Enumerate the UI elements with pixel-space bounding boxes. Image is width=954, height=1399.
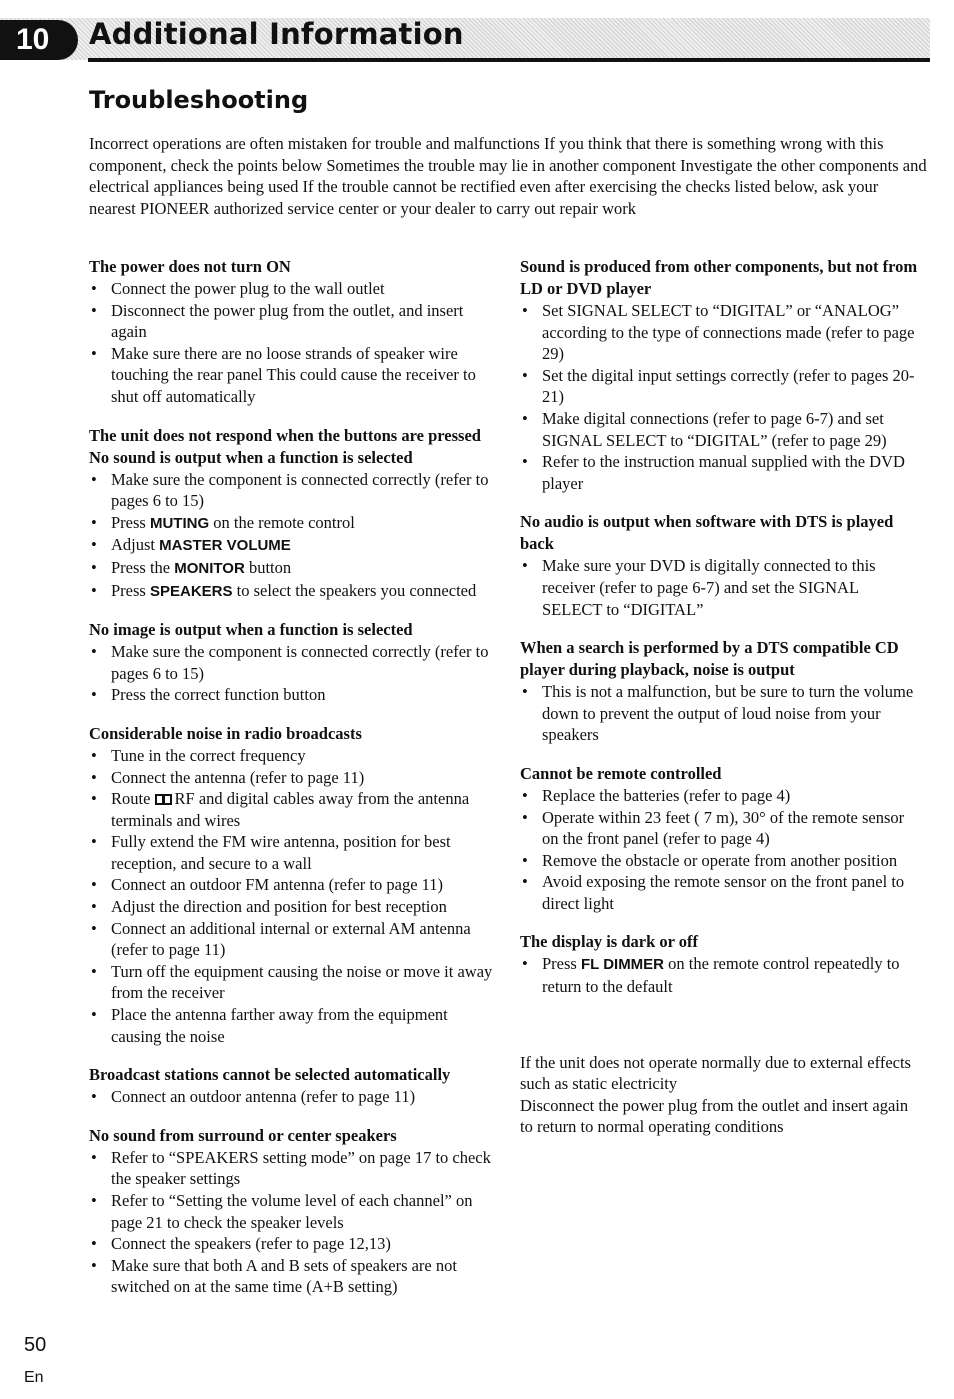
list-item: • Turn off the equipment causing the noise or move it away from the receiver bbox=[89, 961, 499, 1004]
radio-list bbox=[89, 745, 499, 1047]
image-list bbox=[89, 641, 499, 706]
dts-search-section bbox=[520, 637, 920, 746]
ld-heading: Sound is produced from other components, but not from LD or DVD player bbox=[520, 257, 918, 298]
speakers-key: SPEAKERS bbox=[149, 582, 233, 600]
fl-dimmer-key: FL DIMMER bbox=[580, 956, 665, 974]
image-section bbox=[89, 619, 499, 706]
dts-audio-section bbox=[520, 511, 920, 620]
power-heading: The power does not turn ON bbox=[89, 257, 291, 276]
power-section bbox=[89, 256, 499, 408]
list-item: • Press the correct function button bbox=[89, 684, 499, 706]
list-item: • Adjust the direction and position for best reception bbox=[89, 896, 499, 918]
dts-search-heading: When a search is performed by a DTS compatible CD player during playback, noise is output bbox=[520, 638, 899, 680]
surround-section bbox=[89, 1125, 499, 1298]
list-item: • Remove the obstacle or operate from another position bbox=[520, 850, 920, 872]
remote-heading: Cannot be remote controlled bbox=[520, 763, 722, 783]
list-item: • This is not a malfunction, but be sure to turn the volume down to prevent the output of loud noise from your speakers bbox=[520, 681, 920, 746]
list-item: • Connect an outdoor FM antenna (refer to page 11) bbox=[89, 874, 499, 896]
list-item: • Fully extend the FM wire antenna, position for best reception, and secure to a wall bbox=[89, 831, 499, 874]
dts-audio-list bbox=[520, 555, 920, 620]
dts-audio-heading: No audio is output when software with DTS is played back bbox=[520, 512, 894, 554]
page-language: En bbox=[24, 1369, 44, 1386]
master-volume-key: MASTER VOLUME bbox=[159, 537, 291, 555]
list-item: • Press SPEAKERS to select the speakers you connected bbox=[89, 580, 499, 603]
note-line-2: Disconnect the power plug from the outlet and insert again to return to normal operating conditions bbox=[520, 1095, 909, 1137]
list-item: • Connect an additional internal or external AM antenna (refer to page 11) bbox=[89, 918, 499, 961]
list-item: • Make digital connections (refer to page 6-7) and set SIGNAL SELECT to “DIGITAL” (refer to page 29) bbox=[520, 408, 920, 451]
remote-list bbox=[520, 785, 920, 915]
list-item: • Press the MONITOR button bbox=[89, 557, 499, 580]
list-item: • Route RF and digital cables away from the antenna terminals and wires bbox=[89, 788, 499, 831]
surround-heading: No sound from surround or center speakers bbox=[89, 1125, 397, 1145]
list-item: • Disconnect the power plug from the outlet, and insert again bbox=[89, 300, 499, 343]
list-item: • Connect the power plug to the wall outlet bbox=[89, 278, 499, 300]
chapter-title: Additional Information bbox=[89, 17, 464, 51]
respond-section bbox=[89, 425, 499, 603]
power-list bbox=[89, 278, 499, 408]
radio-heading: Considerable noise in radio broadcasts bbox=[89, 723, 362, 743]
list-item: • Tune in the correct frequency bbox=[89, 745, 499, 767]
list-item: • Make sure the component is connected correctly (refer to pages 6 to 15) bbox=[89, 641, 499, 684]
section-title: Troubleshooting bbox=[89, 86, 309, 114]
page-number: 50 bbox=[24, 1334, 47, 1356]
intro-paragraph: Incorrect operations are often mistaken for trouble and malfunctions If you think that there is something wrong with this component, check the points below Sometimes the trouble may lie in another component Investigate the other components and electrical appliances being used If the trouble cannot be rectified even after exercising the checks listed below, ask your nearest PIONEER authorized service center or your dealer to carry out repair work bbox=[89, 134, 927, 218]
remote-section bbox=[520, 763, 920, 915]
list-item: • Refer to “Setting the volume level of each channel” on page 21 to check the speaker levels bbox=[89, 1190, 499, 1233]
display-heading: The display is dark or off bbox=[520, 932, 699, 952]
respond-list bbox=[89, 469, 499, 603]
dts-search-list bbox=[520, 681, 920, 746]
broadcast-list bbox=[89, 1086, 499, 1108]
right-column bbox=[520, 256, 920, 1138]
list-item: • Place the antenna farther away from the equipment causing the noise bbox=[89, 1004, 499, 1047]
muting-key: MUTING bbox=[149, 514, 210, 532]
display-list bbox=[520, 953, 920, 997]
static-note bbox=[520, 1052, 920, 1138]
respond-heading: The unit does not respond when the buttons are pressed bbox=[89, 425, 481, 445]
list-item: • Refer to the instruction manual supplied with the DVD player bbox=[520, 451, 920, 494]
no-sound-heading: No sound is output when a function is selected bbox=[89, 447, 413, 467]
surround-list bbox=[89, 1147, 499, 1298]
list-item: • Press FL DIMMER on the remote control repeatedly to return to the default bbox=[520, 953, 920, 997]
radio-section bbox=[89, 723, 499, 1047]
list-item: • Refer to “SPEAKERS setting mode” on page 17 to check the speaker settings bbox=[89, 1147, 499, 1190]
list-item: • Replace the batteries (refer to page 4) bbox=[520, 785, 920, 807]
header-rule bbox=[88, 58, 930, 62]
list-item: • Make sure that both A and B sets of speakers are not switched on at the same time (A+B setting) bbox=[89, 1255, 499, 1298]
list-item: • Connect the speakers (refer to page 12,13) bbox=[89, 1233, 499, 1255]
list-item: • Set the digital input settings correctly (refer to pages 20-21) bbox=[520, 365, 920, 408]
list-item: • Make sure there are no loose strands of speaker wire touching the rear panel This could cause the receiver to shut off automatically bbox=[89, 343, 499, 408]
dolby-digital-icon bbox=[155, 794, 172, 805]
ld-section bbox=[520, 256, 920, 494]
broadcast-heading: Broadcast stations cannot be selected automatically bbox=[89, 1065, 451, 1085]
ld-list bbox=[520, 300, 920, 494]
list-item: • Press MUTING on the remote control bbox=[89, 512, 499, 535]
list-item: • Set SIGNAL SELECT to “DIGITAL” or “ANALOG” according to the type of connections made (refer to page 29) bbox=[520, 300, 920, 365]
note-line-1: If the unit does not operate normally due to external effects such as static electricity bbox=[520, 1052, 911, 1094]
list-item: • Make sure your DVD is digitally connected to this receiver (refer to page 6-7) and set the SIGNAL SELECT to “DIGITAL” bbox=[520, 555, 920, 620]
display-section bbox=[520, 931, 920, 997]
list-item: • Adjust MASTER VOLUME bbox=[89, 534, 499, 557]
left-column bbox=[89, 256, 499, 1315]
list-item: • Connect an outdoor antenna (refer to page 11) bbox=[89, 1086, 499, 1108]
list-item: • Avoid exposing the remote sensor on the front panel to direct light bbox=[520, 871, 920, 914]
list-item: • Make sure the component is connected correctly (refer to pages 6 to 15) bbox=[89, 469, 499, 512]
list-item: • Connect the antenna (refer to page 11) bbox=[89, 767, 499, 789]
monitor-key: MONITOR bbox=[174, 559, 245, 577]
list-item: • Operate within 23 feet ( 7 m), 30° of the remote sensor on the front panel (refer to page 4) bbox=[520, 807, 920, 850]
image-heading: No image is output when a function is selected bbox=[89, 620, 413, 640]
chapter-number-badge: 10 bbox=[0, 20, 78, 60]
broadcast-section bbox=[89, 1064, 499, 1108]
